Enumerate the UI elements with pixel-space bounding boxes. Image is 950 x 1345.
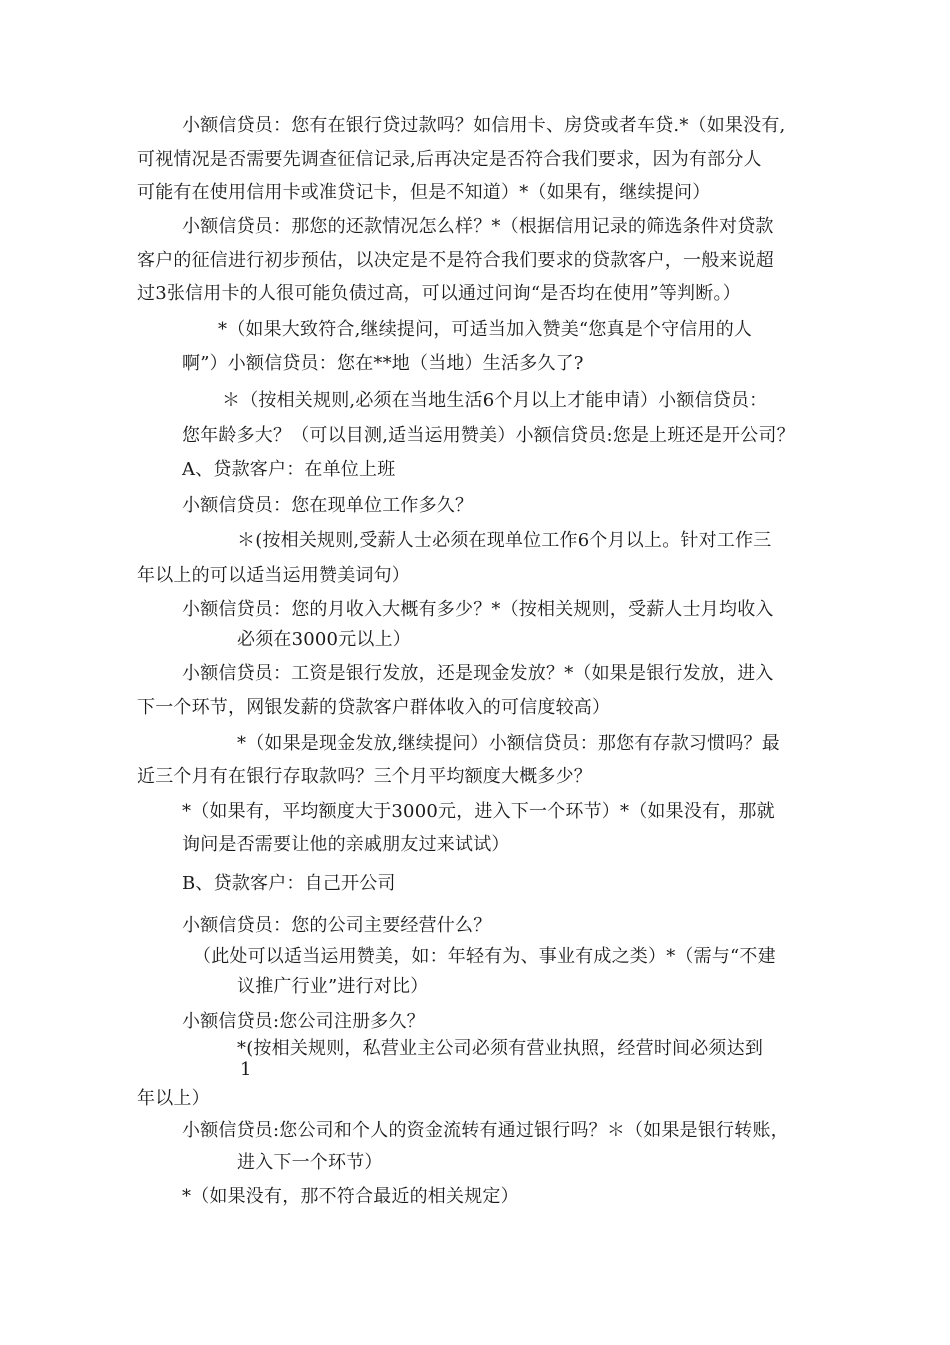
text-line: 小额信贷员：您有在银行贷过款吗？如信用卡、房贷或者车贷.*（如果没有, (182, 115, 786, 136)
text-line: 可视情况是否需要先调查征信记录,后再决定是否符合我们要求，因为有部分人 (137, 149, 762, 170)
text-line: 可能有在使用信用卡或准贷记卡，但是不知道）*（如果有，继续提问） (137, 182, 711, 203)
text-line: ＊（按相关规则,必须在当地生活6个月以上才能申请）小额信贷员： (222, 390, 768, 411)
section-heading-a: A、贷款客户：在单位上班 (182, 459, 396, 480)
text-line: ＊(按相关规则,受薪人士必须在现单位工作6个月以上。针对工作三 (237, 530, 772, 551)
text-line: 1 (240, 1059, 252, 1080)
text-line: 啊”）小额信贷员：您在**地（当地）生活多久了? (182, 353, 584, 374)
text-line: 必须在3000元以上） (237, 629, 412, 650)
text-line: *（如果没有，那不符合最近的相关规定） (182, 1186, 519, 1207)
text-line: （此处可以适当运用赞美，如：年轻有为、事业有成之类）*（需与“不建 (193, 946, 776, 967)
text-line: *（如果有，平均额度大于3000元，进入下一个环节）*（如果没有，那就 (182, 801, 775, 822)
text-line: 小额信贷员：工资是银行发放，还是现金发放？*（如果是银行发放，进入 (182, 663, 774, 684)
text-line: 小额信贷员:您公司和个人的资金流转有通过银行吗？＊（如果是银行转账， (182, 1120, 789, 1141)
text-line: *（如果大致符合,继续提问，可适当加入赞美“您真是个守信用的人 (218, 319, 753, 340)
text-line: 进入下一个环节） (237, 1152, 383, 1173)
text-line: *(按相关规则，私营业主公司必须有营业执照，经营时间必须达到 (237, 1038, 764, 1059)
text-line: 小额信贷员：您的公司主要经营什么？ (182, 915, 492, 936)
text-line: 小额信贷员:您公司注册多久？ (182, 1011, 425, 1032)
text-line: 近三个月有在银行存取款吗？三个月平均额度大概多少？ (137, 766, 592, 787)
text-line: 询问是否需要让他的亲戚朋友过来试试） (182, 834, 510, 855)
text-line: 您年龄多大？（可以目测,适当运用赞美）小额信贷员:您是上班还是开公司？ (182, 425, 795, 446)
text-line: 客户的征信进行初步预估，以决定是不是符合我们要求的贷款客户，一般来说超 (137, 250, 774, 271)
text-line: 过3张信用卡的人很可能负债过高，可以通过问询“是否均在使用”等判断。） (137, 283, 741, 304)
text-line: 年以上的可以适当运用赞美词句） (137, 565, 410, 586)
text-line: 年以上） (137, 1088, 210, 1109)
text-line: 小额信贷员：您在现单位工作多久？ (182, 495, 474, 516)
text-line: 下一个环节，网银发薪的贷款客户群体收入的可信度较高） (137, 697, 611, 718)
text-line: *（如果是现金发放,继续提问）小额信贷员：那您有存款习惯吗？最 (237, 733, 780, 754)
section-heading-b: B、贷款客户：自己开公司 (182, 873, 396, 894)
text-line: 小额信贷员：您的月收入大概有多少？*（按相关规则，受薪人士月均收入 (182, 599, 774, 620)
text-line: 小额信贷员：那您的还款情况怎么样？*（根据信用记录的筛选条件对贷款 (182, 216, 774, 237)
text-line: 议推广行业”进行对比） (237, 976, 429, 997)
